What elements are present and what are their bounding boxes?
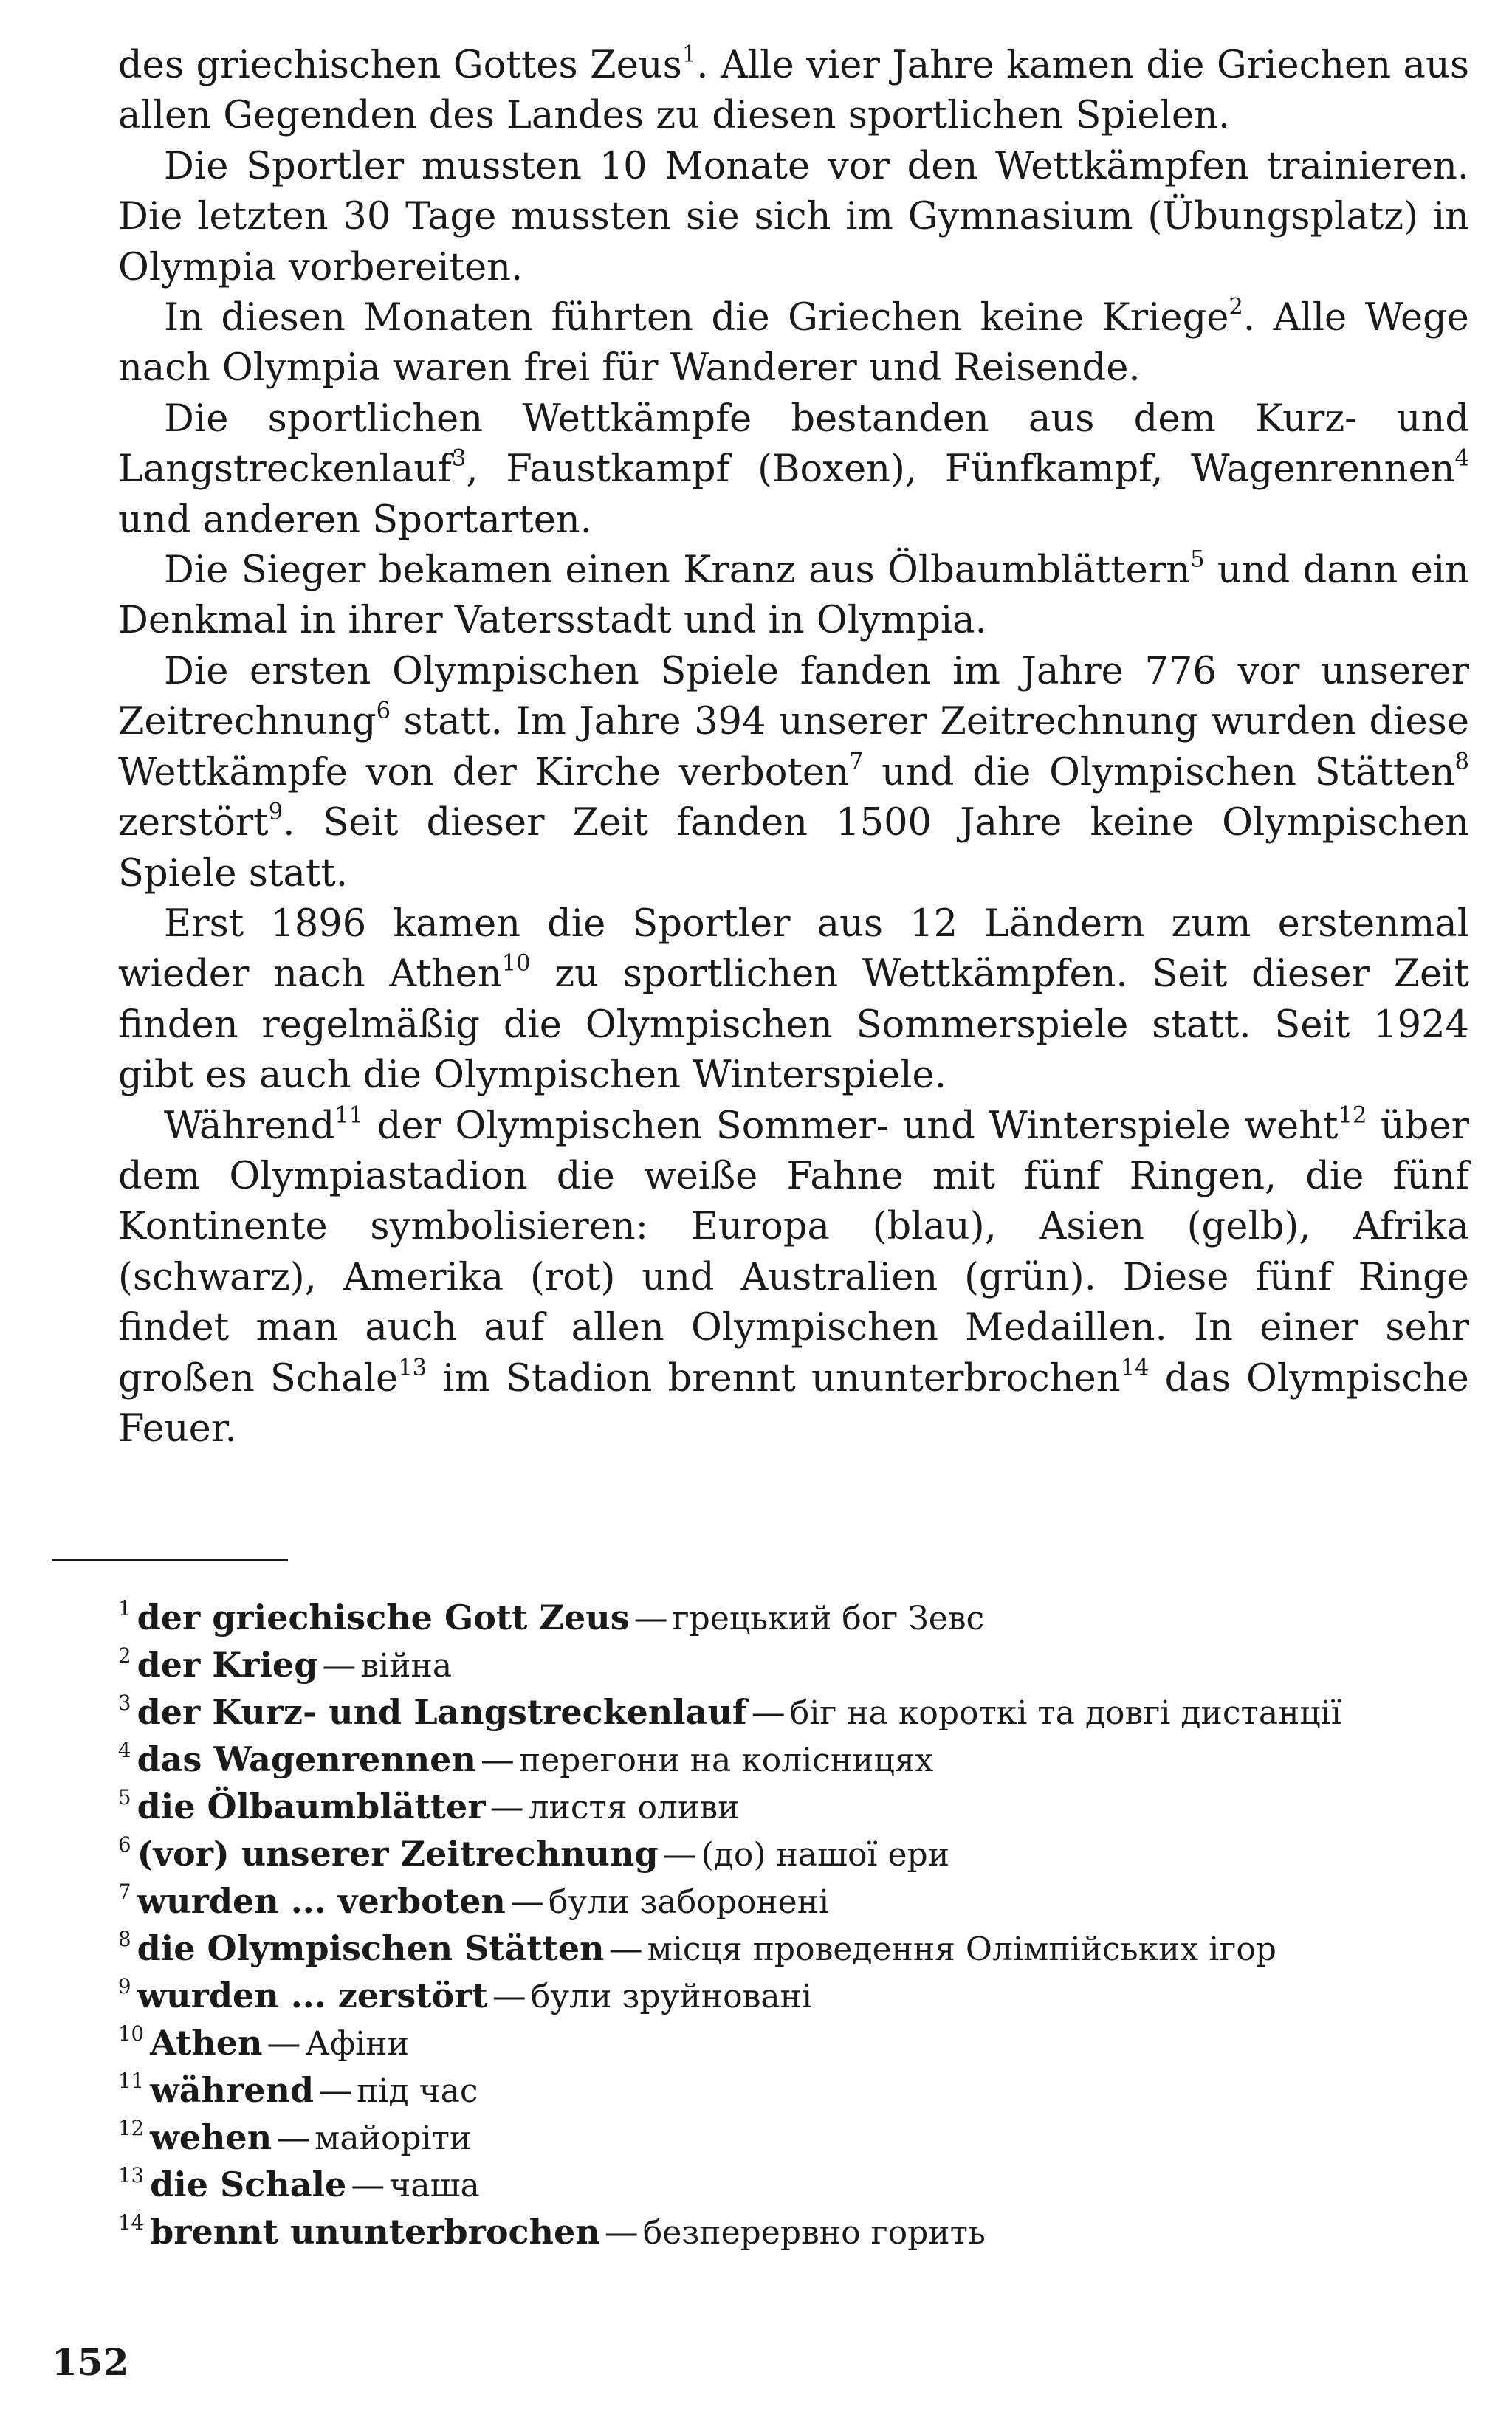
paragraph-text: das Olympische Feuer. [118, 1356, 1469, 1451]
footnote-translation: під час [357, 2072, 478, 2110]
paragraph-text: Die ersten Olympischen Spiele fanden im Jahre 776 vor unserer Zeitrechnung [118, 649, 1469, 744]
footnote-dash: — [604, 2212, 639, 2252]
footnote-item [118, 1831, 1469, 1878]
footnote-translation: біг на короткі та довгі дистанції [789, 1694, 1341, 1732]
footnote-translation: чаша [389, 2167, 480, 2204]
paragraph [118, 1101, 1469, 1455]
footnote-number: 11 [118, 2068, 145, 2093]
footnote-term: die Olympischen Stätten [137, 1928, 605, 1968]
footnote-dash: — [608, 1928, 643, 1968]
footnote-term: der Krieg [137, 1645, 318, 1685]
page-content [118, 41, 1469, 1454]
footnote-number: 2 [118, 1643, 131, 1668]
footnote-item [118, 1973, 1469, 2020]
paragraph [118, 142, 1469, 293]
footnote-number: 9 [118, 1973, 131, 1998]
footnote-number: 6 [118, 1832, 131, 1857]
footnote-term: die Schale [150, 2165, 347, 2204]
footnote-term: wehen [150, 2117, 272, 2157]
footnote-translation: майоріти [315, 2120, 472, 2157]
footnote-ref: 12 [1338, 1102, 1367, 1129]
footnote-dash: — [318, 2070, 353, 2110]
paragraph-text: , Faustkampf (Boxen), Fünfkampf, Wagenrennen [466, 447, 1455, 492]
footnote-term: brennt ununterbrochen [150, 2212, 600, 2252]
footnote-item [118, 1878, 1469, 1925]
footnote-number: 1 [118, 1595, 131, 1620]
paragraph-text: Die sportlichen Wettkämpfe bestanden aus dem Kurz- und Langstreckenlauf [118, 396, 1469, 492]
paragraph-text: In diesen Monaten führten die Griechen keine Kriege [164, 296, 1229, 340]
paragraph-text: der Olympischen Sommer- und Winterspiele weht [363, 1104, 1339, 1148]
footnote-dash: — [351, 2165, 385, 2204]
paragraph-text: über dem Olympiastadion die weiße Fahne mit fünf Ringen, die fünf Kontinente symbolisieren: Europa (blau), Asien (gelb), Afrika (schwarz), Amerika (rot) und Australien (grün). Diese fünf Ringe findet man auch auf allen Olympischen Medaillen. In einer sehr großen Schale [118, 1104, 1469, 1400]
paragraph-text: Die Sieger bekamen einen Kranz aus Ölbaumblättern [164, 549, 1191, 593]
footnote-ref: 9 [268, 799, 284, 825]
footnote-dash: — [509, 1881, 544, 1921]
footnote-ref: 13 [398, 1355, 427, 1381]
paragraph-text: zerstört [118, 801, 269, 845]
footnote-term: die Ölbaumblätter [137, 1787, 486, 1826]
footnote-ref: 8 [1454, 749, 1469, 775]
footnote-ref: 5 [1190, 546, 1205, 573]
footnote-translation: безперервно горить [642, 2214, 986, 2252]
footnote-ref: 7 [848, 749, 864, 775]
footnote-dash: — [276, 2117, 311, 2157]
footnote-term: der griechische Gott Zeus [137, 1598, 630, 1637]
footnote-ref: 11 [334, 1102, 364, 1129]
footnote-item [118, 1595, 1469, 1642]
paragraph [118, 899, 1469, 1101]
paragraph-text: Die Sportler mussten 10 Monate vor den Wettkämpfen trainieren. Die letzten 30 Tage mussten sie sich im Gymnasium (Übungsplatz) in Olympia vorbereiten. [118, 144, 1469, 289]
paragraph-text: im Stadion brennt ununterbrochen [427, 1356, 1121, 1400]
footnote-number: 14 [118, 2210, 145, 2235]
footnote-ref: 14 [1120, 1355, 1150, 1381]
main-text [118, 41, 1469, 1454]
footnote-ref: 10 [501, 950, 531, 977]
footnote-number: 13 [118, 2162, 145, 2187]
footnote-item [118, 2209, 1469, 2256]
footnote-translation: листя оливи [528, 1789, 740, 1826]
footnote-ref: 1 [681, 41, 697, 68]
paragraph-text: des griechischen Gottes Zeus [118, 44, 682, 87]
footnote-item [118, 2067, 1469, 2114]
paragraph-text: und die Olympischen Stätten [863, 750, 1455, 794]
footnote-item [118, 1925, 1469, 1973]
paragraph-text: Erst 1896 kamen die Sportler aus 12 Ländern zum erstenmal wieder nach Athen [118, 901, 1469, 997]
footnote-dash: — [480, 1739, 515, 1779]
footnote-number: 8 [118, 1926, 131, 1951]
page-number: 152 [52, 2340, 129, 2384]
footnote-term: das Wagenrennen [137, 1739, 476, 1779]
paragraph [118, 293, 1469, 394]
footnote-item [118, 2020, 1469, 2067]
footnote-translation: були заборонені [548, 1883, 830, 1921]
footnote-ref: 4 [1454, 445, 1469, 472]
footnote-ref: 2 [1228, 294, 1243, 320]
footnote-item [118, 1784, 1469, 1831]
footnote-dash: — [267, 2023, 301, 2063]
footnote-dash: — [633, 1598, 668, 1637]
footnote-item [118, 1689, 1469, 1736]
paragraph-text: . Alle Wege nach Olympia waren frei für Wanderer und Reisende. [118, 296, 1469, 391]
footnote-term: Athen [150, 2023, 263, 2063]
footnote-number: 12 [118, 2115, 145, 2140]
footnote-term: (vor) unserer Zeitrechnung [137, 1834, 659, 1874]
footnote-term: wurden ... verboten [137, 1881, 506, 1921]
footnote-number: 10 [118, 2021, 145, 2046]
footnote-term: wurden ... zerstört [137, 1976, 488, 2015]
footnote-item [118, 2114, 1469, 2162]
footnote-number: 3 [118, 1690, 131, 1715]
footnote-divider [52, 1559, 288, 1561]
footnote-translation: були зруйновані [530, 1978, 812, 2015]
paragraph-text: und anderen Sportarten. [118, 498, 592, 542]
paragraph [118, 394, 1469, 546]
footnote-term: während [150, 2070, 315, 2110]
footnote-dash: — [751, 1692, 786, 1732]
footnote-translation: грецький бог Зевс [672, 1600, 985, 1637]
footnote-dash: — [492, 1976, 526, 2015]
paragraph [118, 647, 1469, 899]
paragraph-text: statt. Im Jahre 394 unserer Zeitrechnung wurden diese Wettkämpfe von der Kirche verboten [118, 700, 1469, 794]
paragraph-text: und dann ein Denkmal in ihrer Vatersstadt und in Olympia. [118, 549, 1469, 643]
footnote-translation: Афіни [305, 2025, 409, 2063]
footnote-translation: місця проведення Олімпійських ігор [647, 1931, 1276, 1968]
footnote-ref: 3 [451, 445, 467, 472]
paragraph-text: . Alle vier Jahre kamen die Griechen aus allen Gegenden des Landes zu diesen sportlichen Spielen. [118, 44, 1469, 138]
footnote-translation: перегони на колісницях [518, 1742, 934, 1779]
footnote-number: 7 [118, 1879, 131, 1904]
footnote-number: 4 [118, 1737, 131, 1762]
footnote-translation: (до) нашої ери [701, 1836, 950, 1874]
footnote-dash: — [322, 1645, 357, 1685]
footnote-dash: — [489, 1787, 524, 1826]
footnote-dash: — [662, 1834, 697, 1874]
footnote-term: der Kurz- und Langstreckenlauf [137, 1692, 747, 1732]
footnote-item [118, 1642, 1469, 1689]
paragraph-text: . Seit dieser Zeit fanden 1500 Jahre keine Olympischen Spiele statt. [118, 801, 1469, 896]
footnote-number: 5 [118, 1784, 131, 1809]
paragraph [118, 546, 1469, 647]
footnotes [118, 1595, 1469, 2256]
paragraph [118, 41, 1469, 142]
footnote-ref: 6 [376, 698, 391, 724]
footnote-item [118, 1736, 1469, 1784]
paragraph-text: zu sportlichen Wettkämpfen. Seit dieser Zeit finden regelmäßig die Olympischen Sommerspiele statt. Seit 1924 gibt es auch die Olympischen Winterspiele. [118, 952, 1469, 1098]
footnote-item [118, 2162, 1469, 2209]
paragraph-text: Während [164, 1104, 335, 1148]
footnote-translation: війна [360, 1647, 453, 1685]
